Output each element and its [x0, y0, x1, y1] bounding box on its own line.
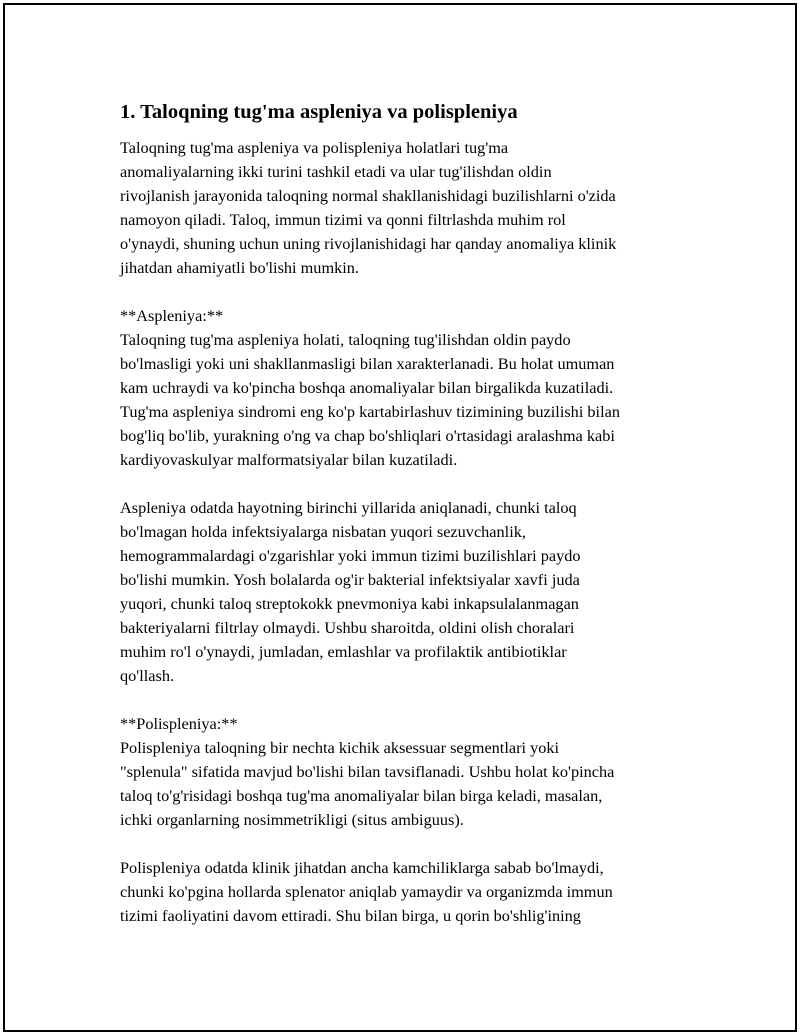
paragraph-gap: [120, 280, 700, 304]
text-line: **Aspleniya:**: [120, 306, 224, 325]
text-line: chunki ko'pgina hollarda splenator aniqlab yamaydir va organizmda immun: [120, 882, 613, 901]
text-line: taloq to'g'risidagi boshqa tug'ma anomaliyalar bilan birga keladi, masalan,: [120, 786, 603, 805]
text-line: namoyon qiladi. Taloq, immun tizimi va qonni filtrlashda muhim rol: [120, 210, 566, 229]
text-line: jihatdan ahamiyatli bo'lishi mumkin.: [120, 258, 359, 277]
text-line: Taloqning tug'ma aspleniya holati, taloqning tug'ilishdan oldin paydo: [120, 330, 571, 349]
paragraph: [120, 856, 700, 928]
text-line: hemogrammalardagi o'zgarishlar yoki immun tizimi buzilishlari paydo: [120, 546, 581, 565]
paragraph-container: [120, 136, 700, 928]
text-line: rivojlanish jarayonida taloqning normal shakllanishidagi buzilishlarni o'zida: [120, 186, 616, 205]
text-line: muhim ro'l o'ynaydi, jumladan, emlashlar va profilaktik antibiotiklar: [120, 642, 567, 661]
text-line: Polispleniya odatda klinik jihatdan ancha kamchiliklarga sabab bo'lmaydi,: [120, 858, 604, 877]
paragraph: [120, 712, 700, 832]
page-frame: [3, 3, 797, 1032]
paragraph: [120, 136, 700, 280]
text-line: Aspleniya odatda hayotning birinchi yillarida aniqlanadi, chunki taloq: [120, 498, 577, 517]
text-line: qo'llash.: [120, 666, 175, 685]
text-line: bo'lishi mumkin. Yosh bolalarda og'ir bakterial infektsiyalar xavfi juda: [120, 570, 580, 589]
document-body: [120, 98, 700, 928]
text-line: bo'lmasligi yoki uni shakllanmasligi bilan xarakterlanadi. Bu holat umuman: [120, 354, 615, 373]
paragraph: [120, 496, 700, 688]
text-line: anomaliyalarning ikki turini tashkil etadi va ular tug'ilishdan oldin: [120, 162, 552, 181]
text-line: Tug'ma aspleniya sindromi eng ko'p kartabirlashuv tizimining buzilishi bilan: [120, 402, 620, 421]
text-line: **Polispleniya:**: [120, 714, 238, 733]
text-line: "splenula" sifatida mavjud bo'lishi bilan tavsiflanadi. Ushbu holat ko'pincha: [120, 762, 615, 781]
paragraph-gap: [120, 688, 700, 712]
section-heading: 1. Taloqning tug'ma aspleniya va polispleniya: [120, 101, 518, 123]
text-line: kardiyovaskulyar malformatsiyalar bilan kuzatiladi.: [120, 450, 458, 469]
text-line: yuqori, chunki taloq streptokokk pnevmoniya kabi inkapsulalanmagan: [120, 594, 579, 613]
text-line: bakteriyalarni filtrlay olmaydi. Ushbu sharoitda, oldini olish choralari: [120, 618, 575, 637]
text-line: ichki organlarning nosimmetrikligi (situs ambiguus).: [120, 810, 464, 829]
paragraph-gap: [120, 472, 700, 496]
text-line: bo'lmagan holda infektsiyalarga nisbatan yuqori sezuvchanlik,: [120, 522, 526, 541]
paragraph-gap: [120, 832, 700, 856]
text-line: tizimi faoliyatini davom ettiradi. Shu bilan birga, u qorin bo'shlig'ining: [120, 906, 581, 925]
text-line: o'ynaydi, shuning uchun uning rivojlanishidagi har qanday anomaliya klinik: [120, 234, 617, 253]
text-line: Polispleniya taloqning bir nechta kichik aksessuar segmentlari yoki: [120, 738, 560, 757]
paragraph: [120, 304, 700, 472]
text-line: kam uchraydi va ko'pincha boshqa anomaliyalar bilan birgalikda kuzatiladi.: [120, 378, 614, 397]
text-line: Taloqning tug'ma aspleniya va polispleniya holatlari tug'ma: [120, 138, 509, 157]
text-line: bog'liq bo'lib, yurakning o'ng va chap bo'shliqlari o'rtasidagi aralashma kabi: [120, 426, 615, 445]
